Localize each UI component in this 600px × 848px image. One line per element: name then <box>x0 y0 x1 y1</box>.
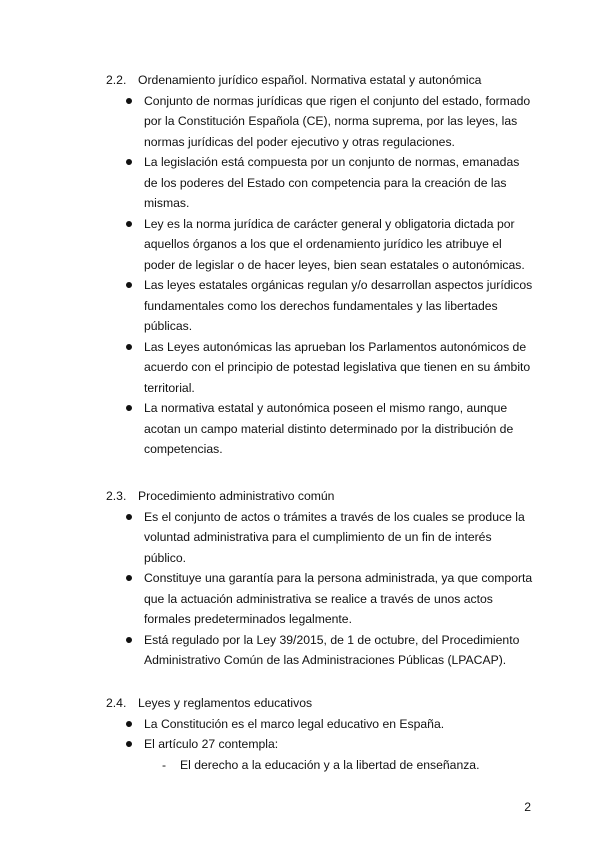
section-2-2 <box>106 70 536 460</box>
bullet-icon <box>126 741 132 747</box>
bullet-icon <box>126 159 132 165</box>
dash-icon: - <box>162 757 167 772</box>
bullet-icon <box>126 344 132 350</box>
list-item: Es el conjunto de actos o trámites a través de los cuales se produce la voluntad administrativa para el cumplimiento de un fin de interés público. <box>106 507 536 569</box>
section-number: 2.4. <box>106 696 127 710</box>
section-title: Ordenamiento jurídico español. Normativa estatal y autonómica <box>138 73 482 87</box>
list-item: Está regulado por la Ley 39/2015, de 1 de octubre, del Procedimiento Administrativo Común de las Administraciones Públicas (LPACAP). <box>106 630 536 671</box>
bullet-icon <box>126 637 132 643</box>
bullet-list <box>106 714 536 755</box>
bullet-icon <box>126 514 132 520</box>
sub-list <box>106 755 536 776</box>
sub-list-item: - El derecho a la educación y a la libertad de enseñanza. <box>106 755 536 776</box>
section-heading <box>106 693 536 714</box>
bullet-icon <box>126 721 132 727</box>
bullet-icon <box>126 282 132 288</box>
bullet-list <box>106 91 536 460</box>
list-item: Conjunto de normas jurídicas que rigen el conjunto del estado, formado por la Constitución Española (CE), norma suprema, por las leyes, las normas jurídicas del poder ejecutivo y otras regulaciones. <box>106 91 536 153</box>
section-title: Procedimiento administrativo común <box>138 489 335 503</box>
list-item: La Constitución es el marco legal educativo en España. <box>106 714 536 735</box>
bullet-icon <box>126 98 132 104</box>
list-item: Las leyes estatales orgánicas regulan y/o desarrollan aspectos jurídicos fundamentales como los derechos fundamentales y las libertades públicas. <box>106 275 536 337</box>
section-number: 2.2. <box>106 73 127 87</box>
bullet-list <box>106 507 536 671</box>
bullet-icon <box>126 575 132 581</box>
list-item: Las Leyes autonómicas las aprueban los Parlamentos autonómicos de acuerdo con el principio de potestad legislativa que tienen en su ámbito territorial. <box>106 337 536 399</box>
list-item: La normativa estatal y autonómica poseen el mismo rango, aunque acotan un campo material distinto determinado por la distribución de competencias. <box>106 398 536 460</box>
section-number: 2.3. <box>106 489 127 503</box>
section-heading <box>106 486 536 507</box>
list-item: Ley es la norma jurídica de carácter general y obligatoria dictada por aquellos órganos a los que el ordenamiento jurídico les atribuye el poder de legislar o de hacer leyes, bien sean estatales o autonómicas. <box>106 214 536 276</box>
page-number: 2 <box>524 800 531 814</box>
list-item: La legislación está compuesta por un conjunto de normas, emanadas de los poderes del Estado con competencia para la creación de las mismas. <box>106 152 536 214</box>
bullet-icon <box>126 221 132 227</box>
list-item: El artículo 27 contempla: <box>106 734 536 755</box>
bullet-icon <box>126 405 132 411</box>
section-title: Leyes y reglamentos educativos <box>138 696 313 710</box>
section-heading <box>106 70 536 91</box>
section-2-3 <box>106 486 536 671</box>
section-2-4 <box>106 693 536 775</box>
list-item: Constituye una garantía para la persona administrada, ya que comporta que la actuación administrativa se realice a través de unos actos formales predeterminados legalmente. <box>106 568 536 630</box>
